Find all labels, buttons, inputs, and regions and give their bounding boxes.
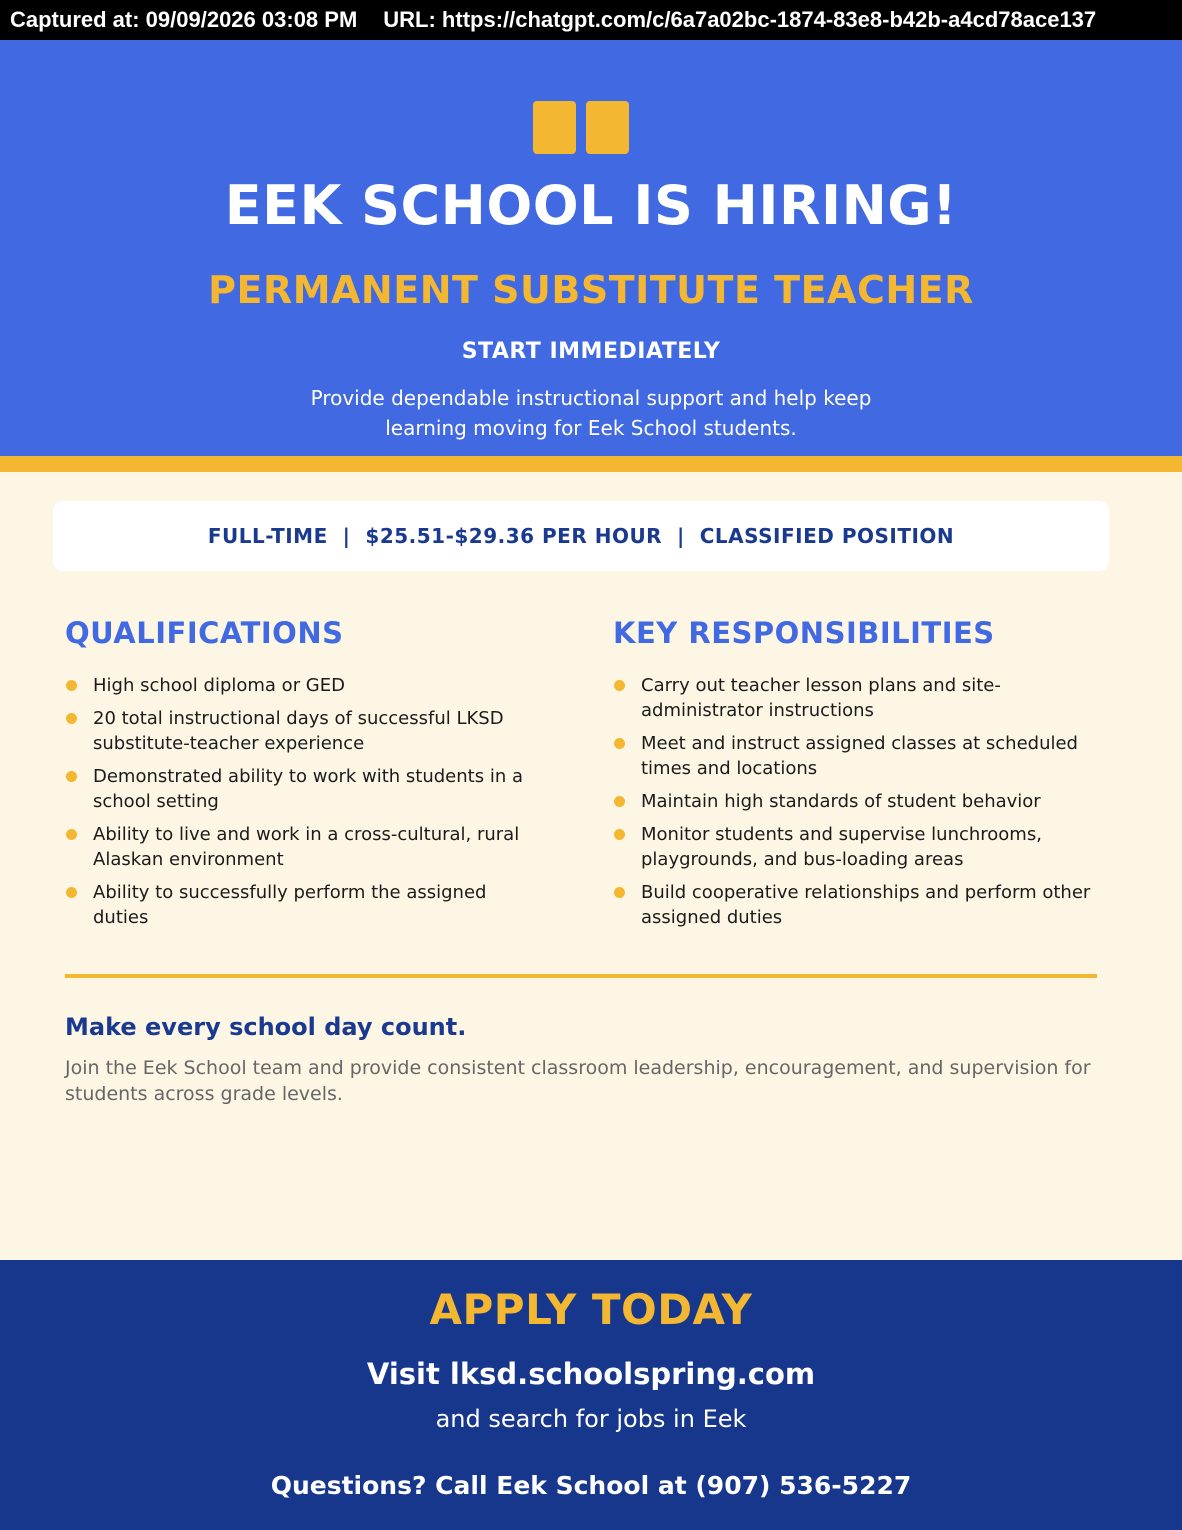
bullet-icon [614,887,625,898]
bullet-icon [614,680,625,691]
bullet-icon [66,829,77,840]
bullet-icon [614,738,625,749]
qualifications-heading: QUALIFICATIONS [65,616,344,650]
list-item-text: Ability to live and work in a cross-cultural, rural Alaskan environment [93,824,520,870]
list-item-text: Build cooperative relationships and perform other assigned duties [641,882,1091,928]
list-item [65,880,545,930]
bullet-icon [66,680,77,691]
list-item [613,673,1103,723]
contact-phone: Questions? Call Eek School at (907) 536-5227 [270,1471,912,1500]
apply-website: Visit lksd.schoolspring.com [366,1357,816,1391]
list-item [65,673,545,698]
hero-banner [0,40,1182,456]
list-item-text: Meet and instruct assigned classes at scheduled times and locations [641,733,1078,779]
list-item-text: Demonstrated ability to work with students in a school setting [93,766,523,812]
list-item-text: Monitor students and supervise lunchrooms, playgrounds, and bus-loading areas [641,824,1042,870]
closing-text: Join the Eek School team and provide consistent classroom leadership, encouragement, and supervision for students across grade levels. [65,1057,1091,1105]
start-date-label: START IMMEDIATELY [461,339,721,364]
bullet-icon [66,713,77,724]
list-item [65,706,545,756]
list-item [613,822,1103,872]
accent-divider-band [0,456,1182,472]
bullet-icon [66,887,77,898]
closing-tagline: Make every school day count. [65,1013,467,1041]
bullet-icon [66,771,77,782]
intro-text: Provide dependable instructional support and help keep learning moving for Eek School students. [310,386,872,440]
list-item-text: Carry out teacher lesson plans and site-administrator instructions [641,675,1001,721]
list-item-text: High school diploma or GED [93,675,345,696]
apply-heading: APPLY TODAY [429,1285,753,1334]
bullet-icon [614,796,625,807]
qualifications-list [65,673,545,938]
qualifications-section [65,614,545,928]
list-item-text: Maintain high standards of student behavior [641,791,1041,812]
list-item-text: Ability to successfully perform the assigned duties [93,882,487,928]
capture-timestamp: Captured at: 09/09/2026 03:08 PM [10,7,358,32]
page-title: EEK SCHOOL IS HIRING! [224,174,958,237]
list-item-text: 20 total instructional days of successful LKSD substitute-teacher experience [93,708,504,754]
list-item [65,822,545,872]
list-item [65,764,545,814]
list-item [613,731,1103,781]
capture-info-bar [0,0,1182,40]
school-logo-icon [533,101,629,154]
apply-instructions: and search for jobs in Eek [435,1405,747,1433]
bullet-icon [614,829,625,840]
apply-footer [0,1260,1182,1530]
job-details-card: FULL-TIME | $25.51-$29.36 PER HOUR | CLASSIFIED POSITION [53,501,1109,571]
responsibilities-section [613,614,1103,928]
section-divider [65,974,1097,978]
responsibilities-heading: KEY RESPONSIBILITIES [613,616,995,650]
capture-url: URL: https://chatgpt.com/c/6a7a02bc-1874-83e8-b42b-a4cd78ace137 [383,7,1097,32]
list-item [613,880,1103,930]
list-item [613,789,1103,814]
position-title: PERMANENT SUBSTITUTE TEACHER [208,268,974,312]
responsibilities-list [613,673,1103,938]
